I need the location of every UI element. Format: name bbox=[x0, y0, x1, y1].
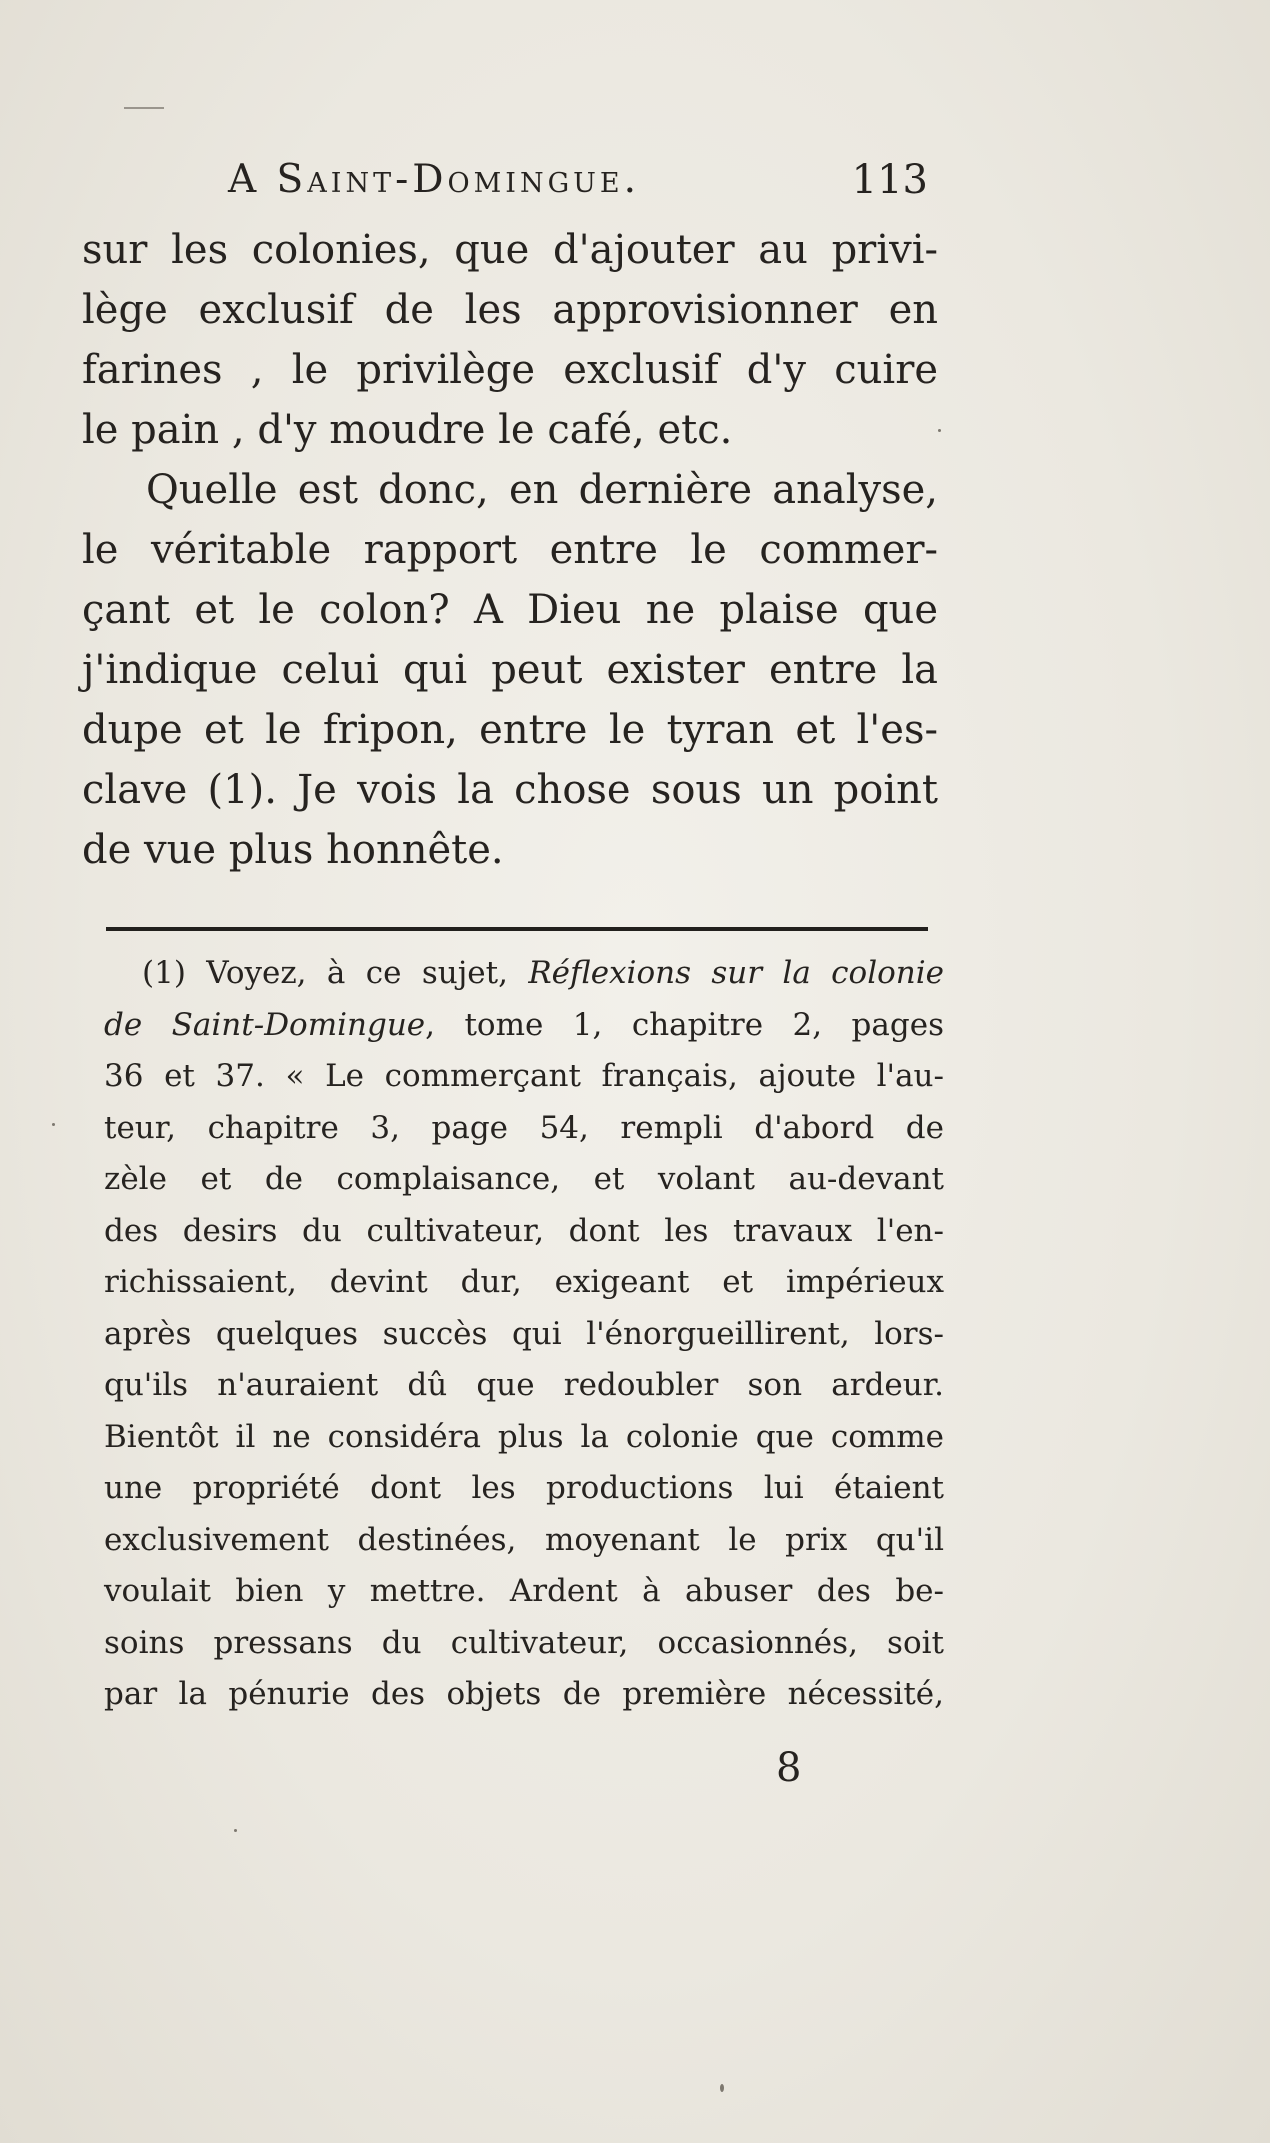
main-text-line: sur les colonies, que d'ajouter au privi- bbox=[82, 227, 938, 273]
footnote-line: des desirs du cultivateur, dont les travaux l'en- bbox=[104, 1212, 944, 1249]
main-text-line: çant et le colon? A Dieu ne plaise que bbox=[82, 587, 938, 633]
main-text-line: le pain , d'y moudre le café, etc. bbox=[82, 407, 733, 453]
paper-speck bbox=[234, 1829, 237, 1832]
footnote-line: 36 et 37. « Le commerçant français, ajoute l'au- bbox=[104, 1058, 944, 1094]
main-text-line: clave (1). Je vois la chose sous un point bbox=[82, 767, 938, 813]
paper-speck bbox=[52, 1123, 55, 1126]
main-text-line: lège exclusif de les approvisionner en bbox=[82, 287, 938, 333]
footnote-line: par la pénurie des objets de première nécessité, bbox=[104, 1676, 944, 1712]
main-text bbox=[82, 220, 938, 880]
footnote-line: voulait bien y mettre. Ardent à abuser des be- bbox=[104, 1573, 944, 1609]
main-text-line: de vue plus honnête. bbox=[82, 827, 504, 873]
footnote-line: Bientôt il ne considéra plus la colonie que comme bbox=[104, 1418, 944, 1455]
main-text-line: dupe et le fripon, entre le tyran et l'es- bbox=[82, 707, 938, 753]
footnote-line: après quelques succès qui l'énorgueillirent, lors- bbox=[104, 1315, 944, 1352]
main-text-line: j'indique celui qui peut exister entre la bbox=[82, 647, 938, 693]
footnote-line: soins pressans du cultivateur, occasionnés, soit bbox=[104, 1624, 944, 1661]
footnote-line: zèle et de complaisance, et volant au-devant bbox=[104, 1161, 944, 1197]
footnote-citation-text: , tome 1, chapitre 2, pages bbox=[425, 1006, 944, 1043]
footnote-line: qu'ils n'auraient dû que redoubler son ardeur. bbox=[104, 1367, 944, 1403]
footnote-cited-title: de Saint-Domingue bbox=[104, 1006, 426, 1043]
page-number: 113 bbox=[851, 157, 928, 203]
main-text-line: farines , le privilège exclusif d'y cuire bbox=[82, 347, 938, 393]
signature-mark: 8 bbox=[776, 1745, 802, 1791]
main-text-line: le véritable rapport entre le commer- bbox=[82, 527, 938, 573]
running-head bbox=[228, 150, 928, 210]
footnote-cited-title: Réflexions sur la colonie bbox=[528, 955, 945, 991]
main-text-line: Quelle est donc, en dernière analyse, bbox=[146, 467, 938, 513]
footnote-line bbox=[104, 948, 944, 1000]
footnote-line: richissaient, devint dur, exigeant et impérieux bbox=[104, 1264, 944, 1300]
footnote-line bbox=[104, 1000, 944, 1052]
stray-ink-mark bbox=[124, 107, 164, 109]
footnote-line: exclusivement destinées, moyenant le prix qu'il bbox=[104, 1521, 944, 1558]
paper-speck bbox=[720, 2084, 724, 2092]
running-title: A Saint-Domingue. bbox=[228, 157, 641, 202]
paper-speck bbox=[938, 429, 941, 432]
footnote-marker-text: (1) Voyez, à ce sujet, bbox=[142, 955, 529, 991]
footnote-line: teur, chapitre 3, page 54, rempli d'abord de bbox=[104, 1109, 944, 1146]
footnote bbox=[104, 948, 944, 1721]
footnote-line: une propriété dont les productions lui étaient bbox=[104, 1470, 944, 1506]
footnote-rule bbox=[106, 927, 928, 931]
